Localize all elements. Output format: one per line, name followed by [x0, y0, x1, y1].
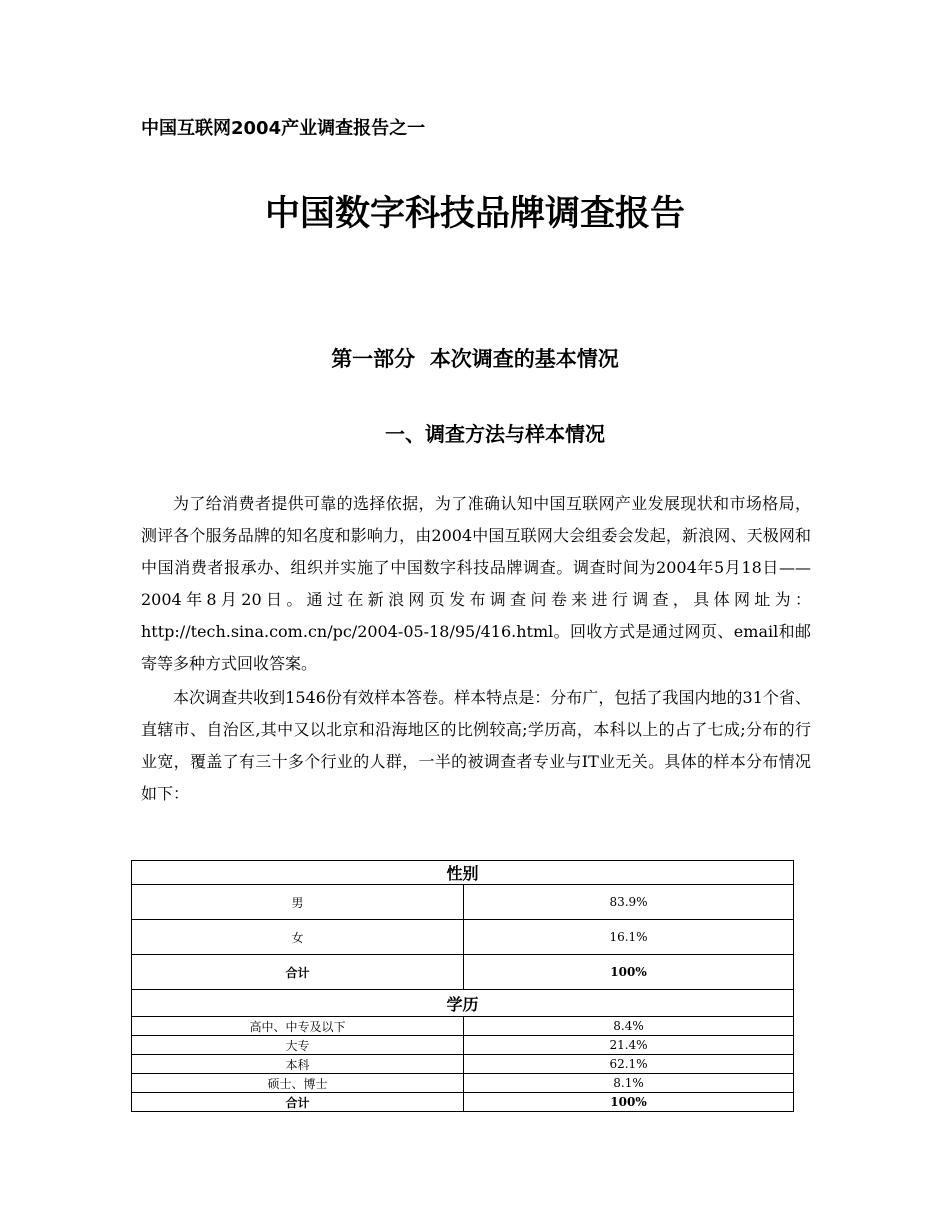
series-title: 中国互联网2004产业调查报告之一	[141, 118, 426, 139]
table-header-education: 学历	[132, 990, 794, 1017]
table-cell-value: 8.4%	[464, 1017, 794, 1036]
table-cell-value: 62.1%	[464, 1055, 794, 1074]
document-title: 中国数字科技品牌调查报告	[264, 194, 685, 234]
table-row	[132, 885, 794, 920]
table-row	[132, 1055, 794, 1074]
table-row-total	[132, 955, 794, 990]
table-cell-label: 男	[132, 885, 464, 920]
table-cell-label: 女	[132, 920, 464, 955]
table-row-total	[132, 1093, 794, 1112]
table-cell-value: 16.1%	[464, 920, 794, 955]
table-row	[132, 1036, 794, 1055]
table-cell-label: 大专	[132, 1036, 464, 1055]
body-text	[141, 488, 811, 810]
table-cell-value: 100%	[464, 1093, 794, 1112]
table-header-gender: 性别	[132, 861, 794, 885]
table-row	[132, 1074, 794, 1093]
table-cell-value: 8.1%	[464, 1074, 794, 1093]
table-cell-value: 83.9%	[464, 885, 794, 920]
section-title: 一、调查方法与样本情况	[385, 422, 605, 446]
part-title: 第一部分 本次调查的基本情况	[331, 347, 619, 371]
sample-distribution-table	[131, 860, 794, 1112]
table-cell-label: 硕士、博士	[132, 1074, 464, 1093]
table-row	[132, 1017, 794, 1036]
table-cell-label: 合计	[132, 1093, 464, 1112]
table-cell-value: 100%	[464, 955, 794, 990]
paragraph-methodology: 为了给消费者提供可靠的选择依据，为了准确认知中国互联网产业发展现状和市场格局，测评各个服务品牌的知名度和影响力，由2004中国互联网大会组委会发起，新浪网、天极网和中国消费者报承办、组织并实施了中国数字科技品牌调查。调查时间为2004年5月18日——2004年8月20日。通过在新浪网页发布调查问卷来进行调查，具体网址为：http://tech.sina.com.cn/pc/2004-05-18/95/416.html。回收方式是通过网页、email和邮寄等多种方式回收答案。	[141, 494, 811, 673]
table-cell-label: 高中、中专及以下	[132, 1017, 464, 1036]
table-cell-label: 本科	[132, 1055, 464, 1074]
table-row	[132, 920, 794, 955]
table-cell-value: 21.4%	[464, 1036, 794, 1055]
table-cell-label: 合计	[132, 955, 464, 990]
paragraph-sample: 本次调查共收到1546份有效样本答卷。样本特点是：分布广，包括了我国内地的31个省、直辖市、自治区,其中又以北京和沿海地区的比例较高;学历高，本科以上的占了七成;分布的行业宽，覆盖了有三十多个行业的人群，一半的被调查者专业与IT业无关。具体的样本分布情况如下：	[141, 688, 811, 803]
